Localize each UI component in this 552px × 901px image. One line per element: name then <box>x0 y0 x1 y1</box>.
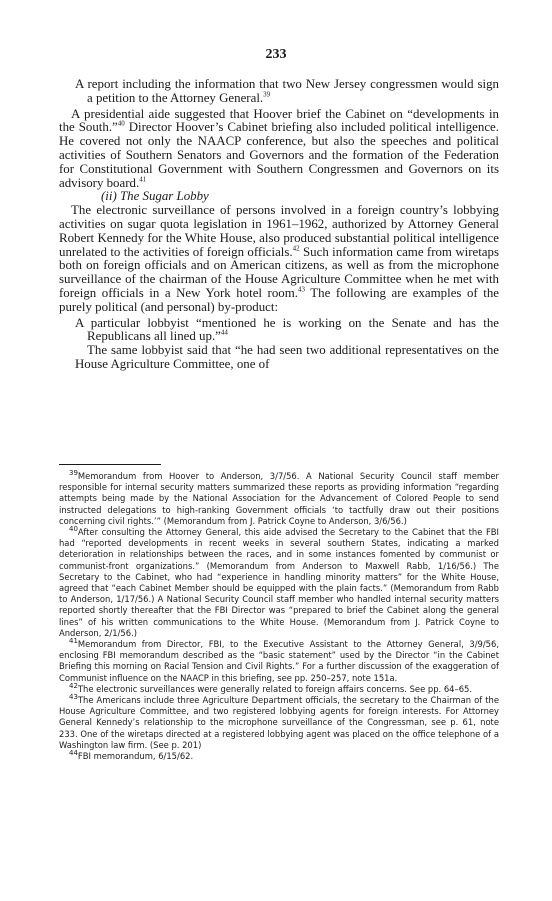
paragraph-text: A presidential aide suggested that Hoover brief the Cabinet on “developments in the South.” <box>59 106 499 135</box>
paragraph-sugar-lobby <box>59 204 499 314</box>
block-quote-report <box>75 78 499 106</box>
paragraph-presidential-aide <box>59 108 499 191</box>
block-quote-continued <box>75 344 499 372</box>
footnote-divider <box>59 464 161 465</box>
paragraph-text: The following are examples of the purely political (and personal) by-product: <box>59 285 499 314</box>
footnote-text: FBI memorandum, 6/15/62. <box>77 751 194 762</box>
footnote <box>59 471 499 527</box>
paragraph-text: Director Hoover’s Cabinet briefing also included political intelligence. He covered not only the NAACP conference, but also the speeches and political activities of Southern Senators and Governors and the formation of the Federation for Constitutional Government with Southern Congressmen and Governors on its advisory board. <box>59 120 499 190</box>
body-text <box>59 78 499 372</box>
footnote <box>59 527 499 639</box>
footnote-text: After consulting the Attorney General, this aide advised the Secretary to the Cabinet that the FBI had “reported developments in recent weeks in several southern States, indicating a marked deterioration in relationships between the races, and in some instances fomented by communist or communist-front organizations.” (Memorandum from Anderson to Maxwell Rabb, 1/16/56.) The Secretary to the Cabinet, who had “experience in handling minority matters” for the White House, agreed that “each Cabinet Member should be equipped with the plain facts.” (Memorandum from Rabb to Anderson, 1/17/56.) A National Security Council staff member who handled internal security matters reported shortly thereafter that the FBI Director was “prepared to brief the Cabinet along the general lines” of his written communications to the White House. (Memorandum from J. Patrick Coyne to Anderson, 2/1/56.) <box>59 527 499 638</box>
page-number: 233 <box>265 47 287 62</box>
footnote-text: Memorandum from Director, FBI, to the Executive Assistant to the Attorney General, 3/9/56, enclosing FBI memorandum described as the “basic statement” used by the Director “in the Cabinet Briefing this morning on Racial Tension and Civil Rights.” For a further discussion of the exaggeration of Communist influence on the NAACP in this briefing, see pp. 250–257, note 151a. <box>59 639 499 683</box>
footnote-ref: 39 <box>263 90 271 99</box>
footnote-number: 40 <box>69 525 78 534</box>
block-quote-lobbyist <box>75 317 499 345</box>
footnote-ref: 40 <box>117 120 125 129</box>
footnote-number: 41 <box>69 637 78 646</box>
footnote-number: 44 <box>69 749 78 758</box>
footnote <box>59 684 499 695</box>
footnote <box>59 639 499 684</box>
paragraph-text: Such information came from wiretaps both on foreign officials and on American citizens, as well as from the microphone surveillance of the chairman of the House Agriculture Committee when he met with foreign officials in a New York hotel room. <box>59 244 499 300</box>
quote-text: A particular lobbyist “mentioned he is working on the Senate and has the Republicans all lined up.” <box>75 315 499 344</box>
quote-text: The same lobbyist said that “he had seen two additional representatives on the House Agriculture Committee, one of <box>75 343 499 371</box>
quote-text: A report including the information that two New Jersey congressmen would sign a petition to the Attorney General. <box>75 77 499 105</box>
footnote-ref: 44 <box>220 329 228 338</box>
footnote <box>59 751 499 762</box>
footnote-ref: 42 <box>292 244 300 253</box>
footnote <box>59 695 499 751</box>
section-subheading: (ii) The Sugar Lobby <box>101 189 209 204</box>
footnote-ref: 41 <box>139 175 147 184</box>
footnotes <box>59 471 499 762</box>
footnote-text: The Americans include three Agriculture Department officials, the secretary to the Chairman of the House Agriculture Committee, and two registered lobbying agents for foreign interests. For Attorney General Kennedy’s relationship to the microphone surveillance of the Congressman, see p. 61, note 233. One of the wiretaps directed at a registered lobbying agent was placed on the office telephone of a Washington law firm. (See p. 201) <box>59 695 499 750</box>
footnote-text: The electronic surveillances were generally related to foreign affairs concerns. See pp. 64–65. <box>77 683 473 694</box>
footnote-ref: 43 <box>297 285 305 294</box>
footnote-text: Memorandum from Hoover to Anderson, 3/7/56. A National Security Council staff member responsible for internal security matters summarized these reports as providing information “regarding attempts being made by the National Association for the Advancement of Colored People to send instructed delegations to high-ranking Government officials ‘to tactfully draw out their positions concerning civil rights.’” (Memorandum from J. Patrick Coyne to Anderson, 3/6/56.) <box>59 471 499 526</box>
footnote-number: 42 <box>69 682 78 691</box>
paragraph-text: The electronic surveillance of persons involved in a foreign country’s lobbying activities on sugar quota legislation in 1961–1962, authorized by Attorney General Robert Kennedy for the White House, also produced substantial political intelligence unrelated to the activities of foreign officials. <box>59 203 499 259</box>
footnote-number: 43 <box>69 693 78 702</box>
footnote-number: 39 <box>69 469 78 478</box>
